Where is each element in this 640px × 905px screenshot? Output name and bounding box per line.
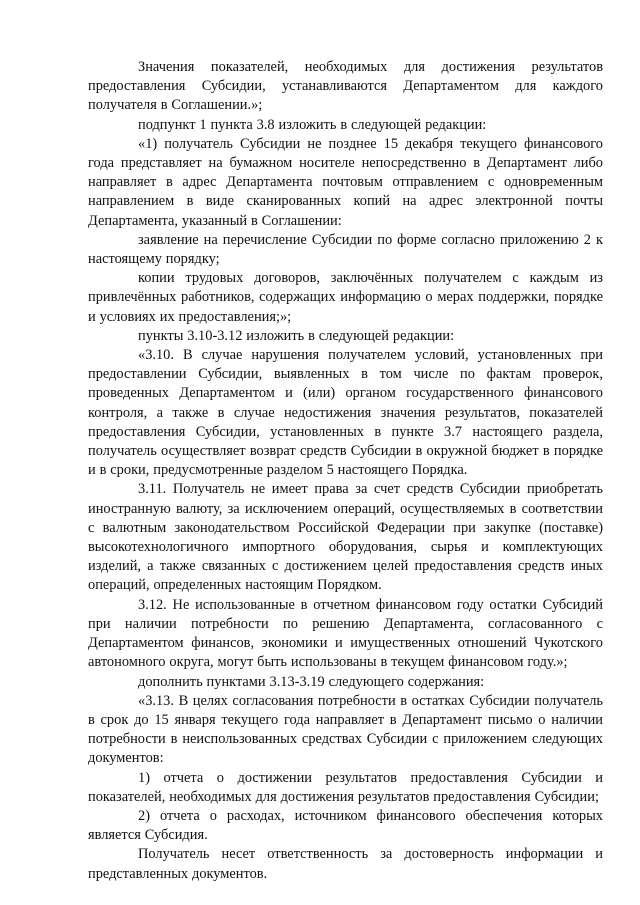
paragraph-clauses-3-10-3-12-intro: пункты 3.10-3.12 изложить в следующей редакции: xyxy=(138,327,455,344)
paragraph-labor-contracts: копии трудовых договоров, заключённых получателем с каждым из привлечённых работников, содержащих информацию о мерах поддержки, порядке и условиях их предоставления;»; xyxy=(88,270,603,325)
document-page xyxy=(88,58,603,884)
paragraph-clause-3-10: «3.10. В случае нарушения получателем условий, установленных при предоставлении Субсидии, выявленных в том числе по фактам проверок, проведенных Департаментом и (или) органом государственного финансового контроля, а также в случае недостижения значения результатов, показателей предоставления Субсидии, установленных в пункте 3.7 настоящего раздела, получатель осуществляет возврат средств Субсидии в окружной бюджет в порядке и в сроки, предусмотренные разделом 5 настоящего Порядка. xyxy=(88,347,603,479)
paragraph-indicator-values: Значения показателей, необходимых для достижения результатов предоставления Субсидии, устанавливаются Департаментом для каждого получателя в Соглашении.»; xyxy=(88,59,603,114)
paragraph-report-results: 1) отчета о достижении результатов предоставления Субсидии и показателей, необходимых для достижения результатов предоставления Субсидии; xyxy=(88,769,603,805)
paragraph-responsibility: Получатель несет ответственность за достоверность информации и представленных документов. xyxy=(88,846,603,882)
paragraph-subclause-3-8-text: «1) получатель Субсидии не позднее 15 декабря текущего финансового года представляет на бумажном носителе непосредственно в Департамент либо направляет в адрес Департамента почтовым отправлением с одновременным направлением в виде сканированных копий на адрес электронной почты Департамента, указанный в Соглашении: xyxy=(88,135,603,229)
paragraph-clauses-3-13-3-19-intro: дополнить пунктами 3.13-3.19 следующего содержания: xyxy=(138,673,485,690)
paragraph-clause-3-11: 3.11. Получатель не имеет права за счет средств Субсидии приобретать иностранную валюту, за исключением операций, осуществляемых в соответствии с валютным законодательством Российской Федерации при закупке (поставке) высокотехнологичного импортного оборудования, сырья и комплектующих изделий, а также связанных с достижением целей предоставления средств иных операций, определенных настоящим Порядком. xyxy=(88,481,603,594)
paragraph-subclause-3-8-intro: подпункт 1 пункта 3.8 изложить в следующей редакции: xyxy=(138,116,487,133)
paragraph-clause-3-13: «3.13. В целях согласования потребности в остатках Субсидии получатель в срок до 15 января текущего года направляет в Департамент письмо о наличии потребности в неиспользованных средствах Субсидии с приложением следующих документов: xyxy=(88,692,603,767)
paragraph-application-form: заявление на перечисление Субсидии по форме согласно приложению 2 к настоящему порядку; xyxy=(88,231,603,268)
paragraph-clause-3-12: 3.12. Не использованные в отчетном финансовом году остатки Субсидий при наличии потребности по решению Департамента, согласованного с Департаментом финансов, экономики и имущественных отношений Чукотского автономного округа, могут быть использованы в текущем финансовом году.»; xyxy=(88,596,603,671)
paragraph-report-expenses: 2) отчета о расходах, источником финансового обеспечения которых является Субсидия. xyxy=(88,807,603,844)
